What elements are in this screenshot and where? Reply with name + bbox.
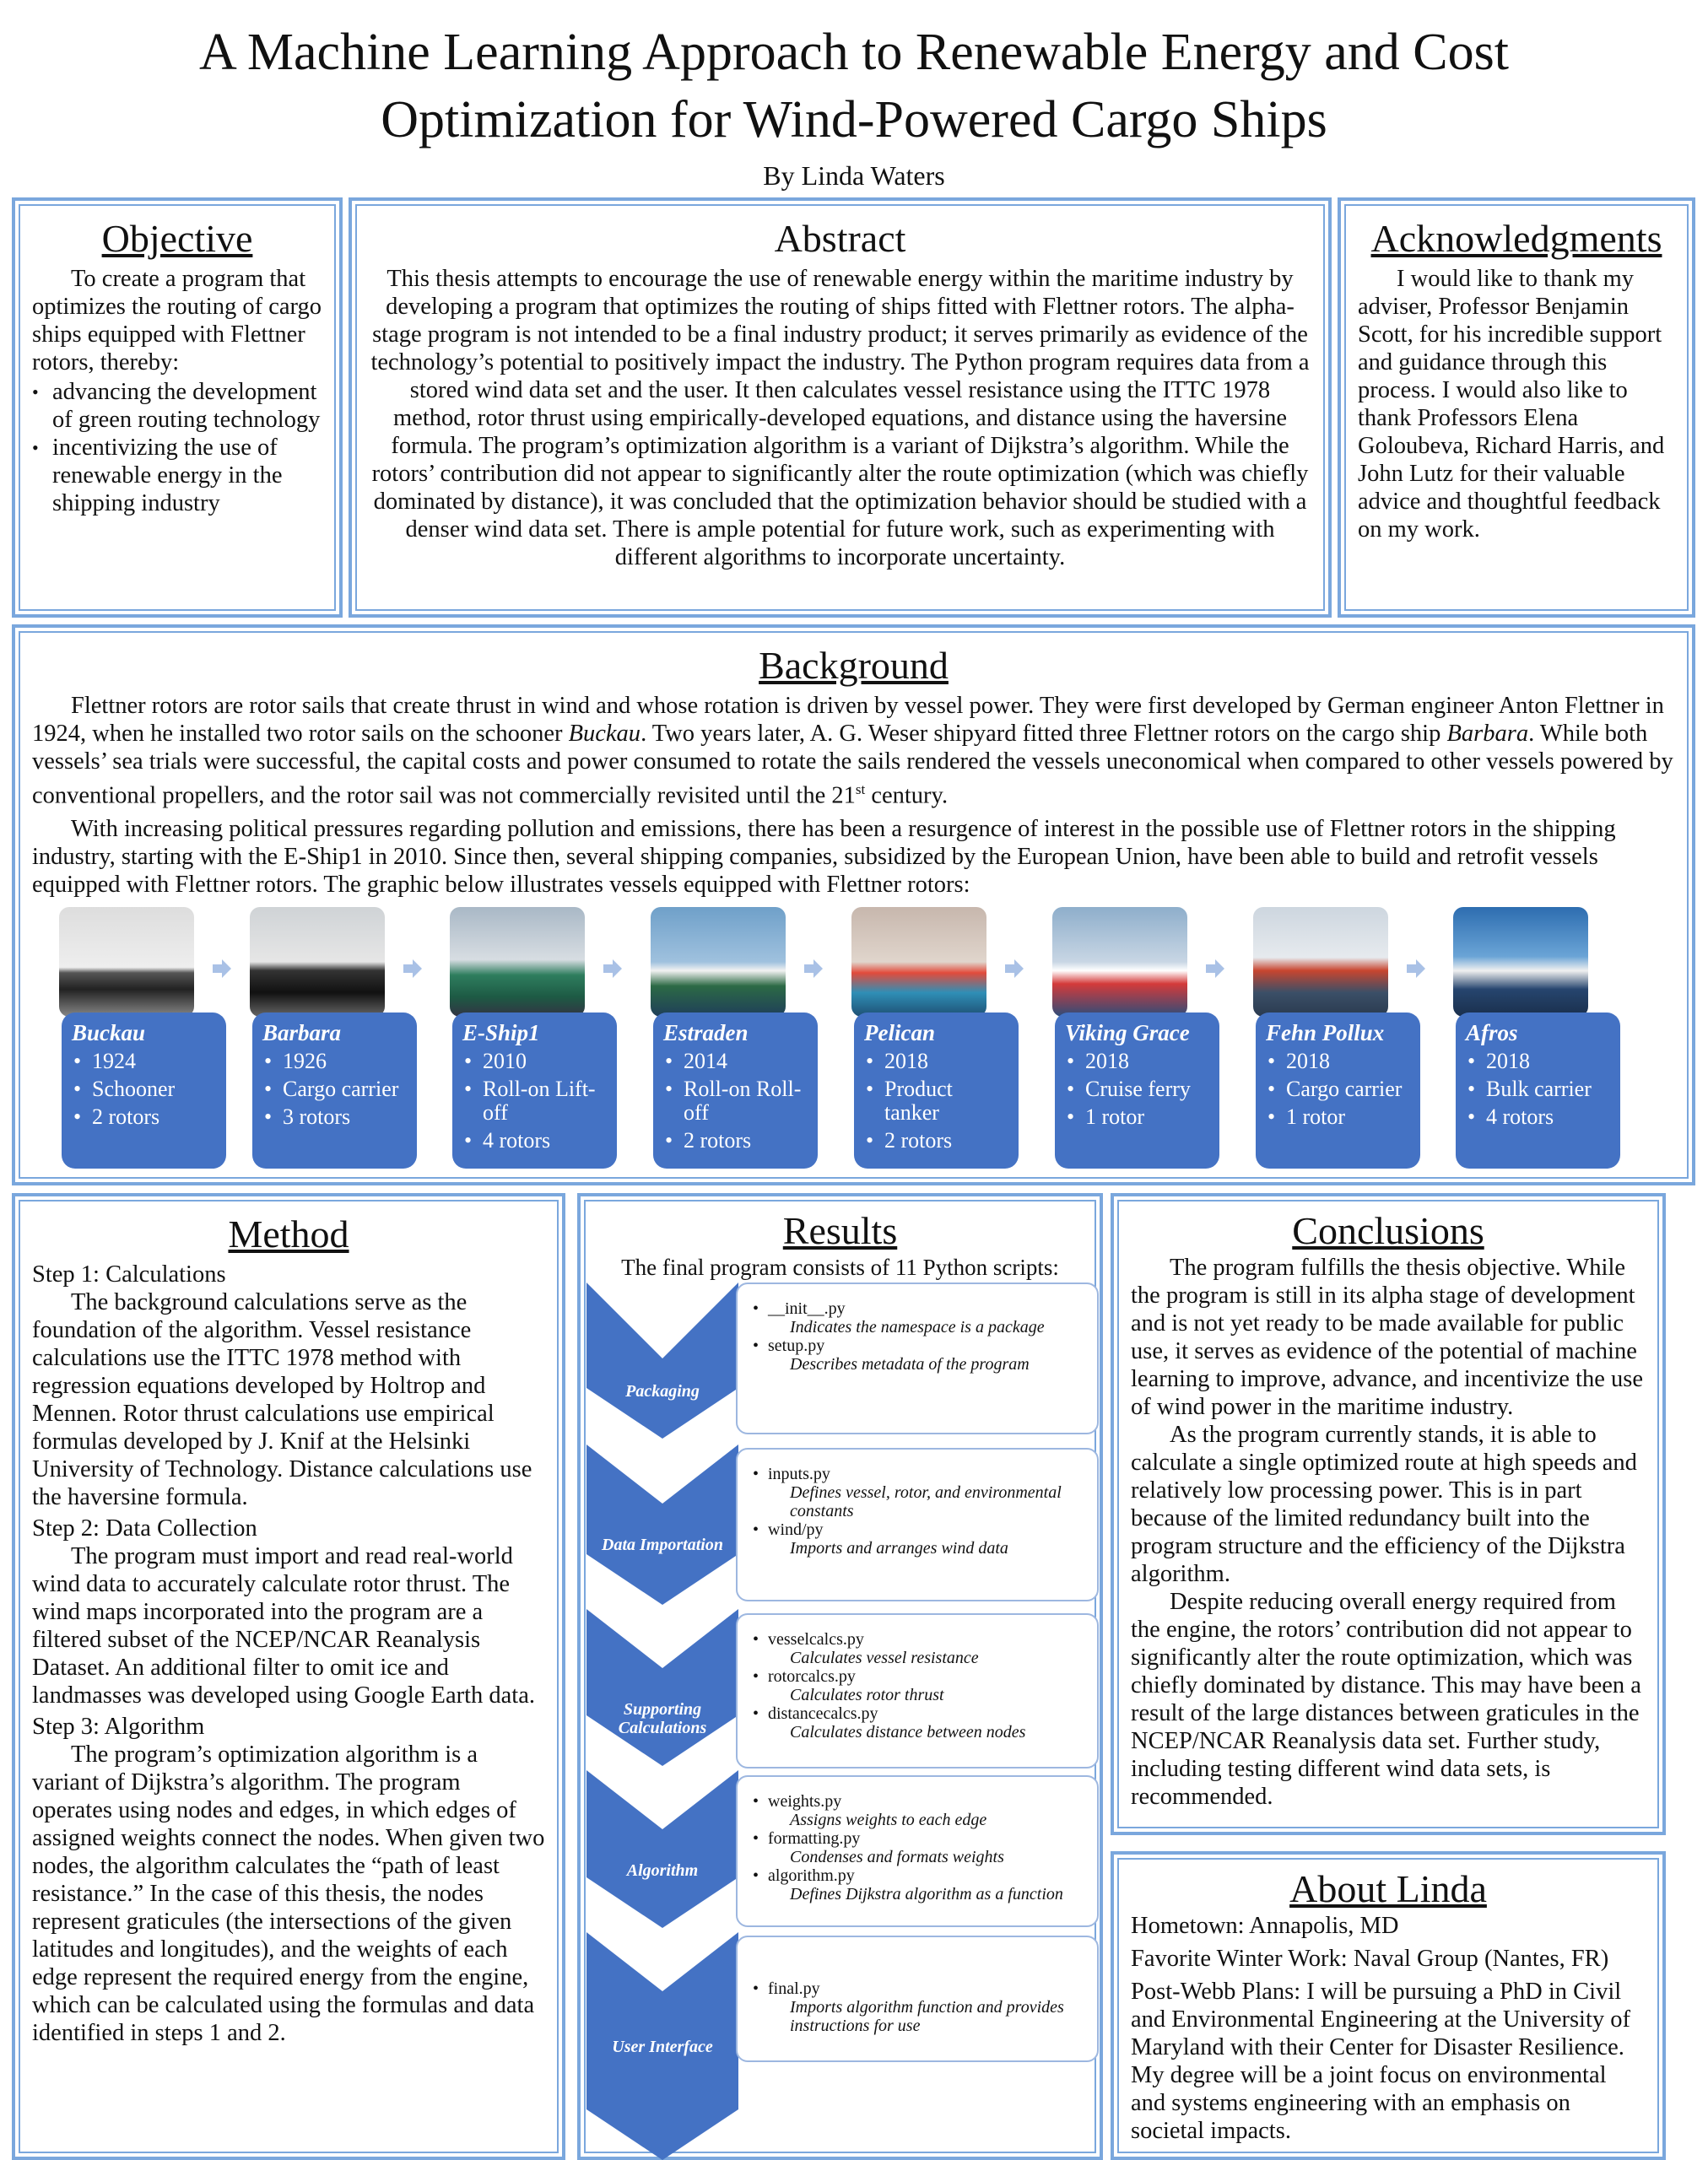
results-heading: Results bbox=[782, 1209, 898, 1252]
about-panel bbox=[1111, 1851, 1666, 2160]
chevron-label: Supporting Calculations bbox=[618, 1700, 707, 1737]
arrow-right-icon bbox=[1405, 958, 1427, 980]
script-item bbox=[749, 1829, 1089, 1866]
method-panel bbox=[12, 1193, 565, 2160]
ship-item bbox=[1453, 907, 1649, 1169]
ship-name: Pelican bbox=[864, 1020, 935, 1045]
conclusions-p3: Despite reducing overall energy required from the engine, the rotors’ contribution did not appear to significantly alter the route optimization, which was chiefly dominated by distance. This may have been a result of the large distances between graticules in the NCEP/NCAR Reanalysis data set. Further study, including testing different wind data sets, is recommended. bbox=[1131, 1589, 1641, 1810]
ship-photo bbox=[1253, 907, 1388, 1017]
ship-fact: • Cargo carrier bbox=[262, 1077, 407, 1101]
script-group-box bbox=[736, 1282, 1099, 1434]
script-filename: • rotorcalcs.py bbox=[768, 1667, 856, 1686]
ship-item bbox=[651, 907, 846, 1169]
acknowledgments-panel bbox=[1338, 197, 1695, 618]
arrow-right-icon bbox=[1003, 958, 1025, 980]
ship-name: Estraden bbox=[663, 1020, 749, 1045]
ship-facts bbox=[1266, 1050, 1410, 1129]
about-heading: About Linda bbox=[1289, 1867, 1487, 1910]
bg-p1-d: century. bbox=[865, 782, 949, 809]
chevron-label: Algorithm bbox=[626, 1861, 699, 1880]
ship-photo bbox=[1453, 907, 1588, 1017]
script-filename: • formatting.py bbox=[768, 1829, 861, 1848]
chevron-label: User Interface bbox=[612, 2038, 713, 2056]
script-filename: • __init__.py bbox=[768, 1299, 846, 1318]
about-winter-work: Favorite Winter Work: Naval Group (Nantes, FR) bbox=[1131, 1946, 1609, 1972]
ship-fact: • Roll-on Roll-off bbox=[663, 1077, 808, 1125]
script-item bbox=[749, 1630, 1089, 1667]
ship-fact: • 1 rotor bbox=[1065, 1105, 1209, 1129]
ship-name: Fehn Pollux bbox=[1266, 1020, 1385, 1045]
ship-fact: • Bulk carrier bbox=[1466, 1077, 1610, 1101]
ship-photo bbox=[651, 907, 786, 1017]
ship-facts bbox=[462, 1050, 607, 1153]
title-line-2: Optimization for Wind-Powered Cargo Ships bbox=[381, 91, 1327, 148]
ship-fact: • Cruise ferry bbox=[1065, 1077, 1209, 1101]
ship-fact: • 2 rotors bbox=[663, 1129, 808, 1153]
script-list bbox=[749, 1792, 1089, 1904]
ship-item bbox=[851, 907, 1047, 1169]
method-step2-title: Step 2: Data Collection bbox=[32, 1515, 257, 1542]
objective-panel bbox=[12, 197, 343, 618]
ship-fact: • 1 rotor bbox=[1266, 1105, 1410, 1129]
ship-item bbox=[450, 907, 646, 1169]
ship-fact: • Schooner bbox=[72, 1077, 216, 1101]
ship-fact: • 1926 bbox=[262, 1050, 407, 1073]
conclusions-heading: Conclusions bbox=[1292, 1209, 1484, 1252]
ship-card bbox=[653, 1012, 818, 1169]
ship-name: E-Ship1 bbox=[462, 1020, 540, 1045]
about-hometown: Hometown: Annapolis, MD bbox=[1131, 1913, 1399, 1939]
script-list bbox=[749, 1299, 1089, 1374]
arrow-right-icon bbox=[211, 958, 233, 980]
ship-facts bbox=[262, 1050, 407, 1129]
arrow-right-icon bbox=[602, 958, 624, 980]
arrow-right-icon bbox=[803, 958, 824, 980]
about-plans: Post-Webb Plans: I will be pursuing a PhD in Civil and Environmental Engineering at the University of Maryland with their Center for Disaster Resilience. My degree will be a joint focus on environmental and systems engineering with an emphasis on societal impacts. bbox=[1131, 1979, 1631, 2144]
script-group-box bbox=[736, 1936, 1099, 2062]
script-item bbox=[749, 1520, 1089, 1558]
ship-name: Barbara bbox=[262, 1020, 342, 1045]
ship-fact: • 4 rotors bbox=[1466, 1105, 1610, 1129]
chevron-shape bbox=[586, 1609, 738, 1766]
ship-fact: • 2018 bbox=[1466, 1050, 1610, 1073]
script-filename: • wind/py bbox=[768, 1520, 824, 1539]
ship-fact: • Product tanker bbox=[864, 1077, 1008, 1125]
ship-facts bbox=[864, 1050, 1008, 1153]
bg-p1-b: . Two years later, A. G. Weser shipyard fitted three Flettner rotors on the cargo ship bbox=[640, 721, 1447, 747]
script-item bbox=[749, 1667, 1089, 1704]
script-filename: • algorithm.py bbox=[768, 1866, 855, 1885]
results-intro: The final program consists of 11 Python scripts: bbox=[621, 1255, 1059, 1280]
script-filename: • vesselcalcs.py bbox=[768, 1630, 864, 1649]
ship-name: Viking Grace bbox=[1065, 1020, 1190, 1045]
ship-fact: • 4 rotors bbox=[462, 1129, 607, 1153]
abstract-panel bbox=[349, 197, 1332, 618]
method-step1-title: Step 1: Calculations bbox=[32, 1261, 226, 1288]
script-description: Defines Dijkstra algorithm as a function bbox=[790, 1885, 1063, 1904]
method-heading: Method bbox=[228, 1212, 349, 1256]
ship-fact: • 2014 bbox=[663, 1050, 808, 1073]
bg-p1-c: . While both vessels’ sea trials were successful, the capital costs and power consumed to rotate the sails rendered the vessels uneconomical when compared to other vessels powered by conventional propellers, and the rotor sail was not commercially revisited until the 21 bbox=[32, 721, 1673, 809]
background-heading: Background bbox=[759, 644, 949, 687]
method-step1-text: The background calculations serve as the foundation of the algorithm. Vessel resistance calculations use the ITTC 1978 method with regression equations developed by Holtrop and Mennen. Rotor thrust calculations use empirical formulas developed by J. Knif at the Helsinki University of Technology. Distance calculations use the haversine formula. bbox=[32, 1289, 532, 1510]
script-description: Condenses and formats weights bbox=[790, 1848, 1004, 1866]
method-step3-text: The program’s optimization algorithm is a variant of Dijkstra’s algorithm. The program operates using nodes and edges, in which edges of assigned weights connect the nodes. When given two nodes, the algorithm calculates the “path of least resistance.” In the case of this thesis, the nodes represent graticules (the intersections of the given latitudes and longitudes), and the weights of each edge represent the required energy from the engine, which can be calculated using the formulas and data identified in steps 1 and 2. bbox=[32, 1742, 545, 2046]
ship-facts bbox=[1065, 1050, 1209, 1129]
ship-item bbox=[250, 907, 446, 1169]
ship-card bbox=[854, 1012, 1019, 1169]
objective-intro: To create a program that optimizes the routing of cargo ships equipped with Flettner rotors, thereby: bbox=[32, 266, 322, 375]
ship-fact: • 3 rotors bbox=[262, 1105, 407, 1129]
author-line: By Linda Waters bbox=[763, 160, 945, 191]
ship-fact: • Cargo carrier bbox=[1266, 1077, 1410, 1101]
ship-fact: • 2018 bbox=[864, 1050, 1008, 1073]
ship-photo bbox=[851, 907, 986, 1017]
conclusions-p1: The program fulfills the thesis objective. While the program is still in its alpha stage of development and is not yet ready to be made available for public use, it serves as evidence of the potential of machine learning to improve, advance, and incentivize the use of wind power in the maritime industry. bbox=[1131, 1255, 1643, 1420]
chevron-label: Data Importation bbox=[602, 1536, 723, 1554]
ship-item bbox=[1253, 907, 1449, 1169]
script-item bbox=[749, 1299, 1089, 1336]
ship-fact: • 1924 bbox=[72, 1050, 216, 1073]
script-group-box bbox=[736, 1613, 1099, 1768]
ship-fact: • 2018 bbox=[1065, 1050, 1209, 1073]
ship-card bbox=[452, 1012, 617, 1169]
chevron-shape bbox=[586, 1770, 738, 1928]
ship-item bbox=[1052, 907, 1248, 1169]
script-description: Indicates the namespace is a package bbox=[790, 1318, 1045, 1336]
method-step3-title: Step 3: Algorithm bbox=[32, 1714, 205, 1740]
arrow-right-icon bbox=[402, 958, 424, 980]
script-description: Defines vessel, rotor, and environmental constants bbox=[790, 1483, 1062, 1520]
script-description: Imports algorithm function and provides instructions for use bbox=[790, 1998, 1064, 2035]
chevron-shape bbox=[586, 1444, 738, 1605]
ship-card bbox=[1055, 1012, 1219, 1169]
title-line-1: A Machine Learning Approach to Renewable Energy and Cost bbox=[199, 24, 1509, 81]
background-paragraph-2: With increasing political pressures regarding pollution and emissions, there has been a resurgence of interest in the possible use of Flettner rotors in the shipping industry, starting with the E-Ship1 in 2010. Since then, several shipping companies, subsidized by the European Union, have been able to build and retrofit vessels equipped with Flettner rotors. The graphic below illustrates vessels equipped with Flettner rotors: bbox=[32, 815, 1616, 898]
arrow-right-icon bbox=[1204, 958, 1226, 980]
script-item bbox=[749, 1704, 1089, 1742]
abstract-text: This thesis attempts to encourage the use of renewable energy within the maritime industry by developing a program that optimizes the routing of ships fitted with Flettner rotors. The alpha-stage program is not intended to be a final industry product; it serves primarily as evidence of the technology’s potential to positively impact the industry. The Python program requires data from a stored wind data set and the user. It then calculates vessel resistance using the ITTC 1978 method, rotor thrust using empirically-developed equations, and distance using the haversine formula. The program’s optimization algorithm is a variant of Dijkstra’s algorithm. While the rotors’ contribution did not appear to significantly alter the route optimization (which was chiefly dominated by distance), it was concluded that the optimization behavior should be studied with a denser wind data set. There is ample potential for future work, such as experimenting with different algorithms to incorporate uncertainty. bbox=[370, 266, 1310, 570]
ship-photo bbox=[250, 907, 385, 1017]
ship-fact: • Roll-on Lift-off bbox=[462, 1077, 607, 1125]
script-item bbox=[749, 1866, 1089, 1904]
poster-title bbox=[0, 19, 1708, 154]
objective-bullet-2: • incentivizing the use of renewable energy in the shipping industry bbox=[32, 434, 322, 517]
script-item bbox=[749, 1336, 1089, 1374]
bg-p1-sup: st bbox=[855, 781, 866, 797]
ship-photo bbox=[59, 907, 194, 1017]
script-list bbox=[749, 1465, 1089, 1558]
acknowledgments-heading: Acknowledgments bbox=[1370, 217, 1662, 260]
ship-fact: • 2010 bbox=[462, 1050, 607, 1073]
script-item bbox=[749, 1979, 1089, 2035]
objective-bullet-1: • advancing the development of green routing technology bbox=[32, 378, 322, 434]
script-description: Calculates vessel resistance bbox=[790, 1649, 979, 1667]
script-item bbox=[749, 1465, 1089, 1520]
ship-photo bbox=[450, 907, 585, 1017]
ship-facts bbox=[663, 1050, 808, 1153]
chevron-shape bbox=[586, 1932, 738, 2160]
script-description: Imports and arranges wind data bbox=[790, 1539, 1008, 1558]
chevron-shape bbox=[586, 1282, 738, 1439]
script-description: Calculates rotor thrust bbox=[790, 1686, 944, 1704]
objective-heading: Objective bbox=[101, 217, 253, 260]
ship-card bbox=[1256, 1012, 1420, 1169]
script-filename: • distancecalcs.py bbox=[768, 1704, 878, 1723]
objective-list bbox=[32, 378, 322, 517]
acknowledgments-text: I would like to thank my adviser, Professor Benjamin Scott, for his incredible support and guidance through this process. I would also like to thank Professors Elena Goloubeva, Richard Harris, and John Lutz for their valuable advice and thoughtful feedback on my work. bbox=[1358, 266, 1665, 543]
ship-card bbox=[252, 1012, 417, 1169]
script-group-box bbox=[736, 1775, 1099, 1927]
background-paragraph-1 bbox=[32, 692, 1675, 810]
script-filename: • setup.py bbox=[768, 1336, 825, 1355]
ship-fact: • 2018 bbox=[1266, 1050, 1410, 1073]
conclusions-p2: As the program currently stands, it is able to calculate a single optimized route at high speeds and relatively low processing power. This is in part because of the limited redundancy built into the program structure and the efficiency of the Dijkstra algorithm. bbox=[1131, 1422, 1637, 1587]
conclusions-panel bbox=[1111, 1193, 1666, 1835]
script-filename: • final.py bbox=[768, 1979, 820, 1998]
ship-item bbox=[59, 907, 255, 1169]
script-description: Calculates distance between nodes bbox=[790, 1723, 1026, 1742]
ship-fact: • 2 rotors bbox=[72, 1105, 216, 1129]
script-filename: • inputs.py bbox=[768, 1465, 830, 1483]
script-filename: • weights.py bbox=[768, 1792, 842, 1811]
ship-photo bbox=[1052, 907, 1187, 1017]
ship-fact: • 2 rotors bbox=[864, 1129, 1008, 1153]
script-description: Describes metadata of the program bbox=[790, 1355, 1030, 1374]
ship-name: Afros bbox=[1466, 1020, 1518, 1045]
ship-card bbox=[1456, 1012, 1620, 1169]
ship-facts bbox=[72, 1050, 216, 1129]
script-description: Assigns weights to each edge bbox=[790, 1811, 987, 1829]
chevron-label: Packaging bbox=[625, 1382, 700, 1401]
ship-name: Buckau bbox=[72, 1020, 146, 1045]
script-list bbox=[749, 1630, 1089, 1742]
script-group-box bbox=[736, 1448, 1099, 1601]
abstract-heading: Abstract bbox=[774, 217, 906, 260]
method-step2-text: The program must import and read real-world wind data to accurately calculate rotor thrust. The wind maps incorporated into the program are a filtered subset of the NCEP/NCAR Reanalysis Dataset. An additional filter to omit ice and landmasses was developed using Google Earth data. bbox=[32, 1543, 535, 1709]
bg-p1-a: Flettner rotors are rotor sails that create thrust in wind and whose rotation is driven by vessel power. They were first developed by German engineer Anton Flettner in 1924, when he installed two rotor sails on the schooner bbox=[32, 693, 1664, 747]
bg-buckau: Buckau bbox=[568, 721, 641, 747]
script-list bbox=[749, 1979, 1089, 2035]
ship-card bbox=[62, 1012, 226, 1169]
ship-facts bbox=[1466, 1050, 1610, 1129]
bg-barbara: Barbara bbox=[1446, 721, 1529, 747]
script-item bbox=[749, 1792, 1089, 1829]
